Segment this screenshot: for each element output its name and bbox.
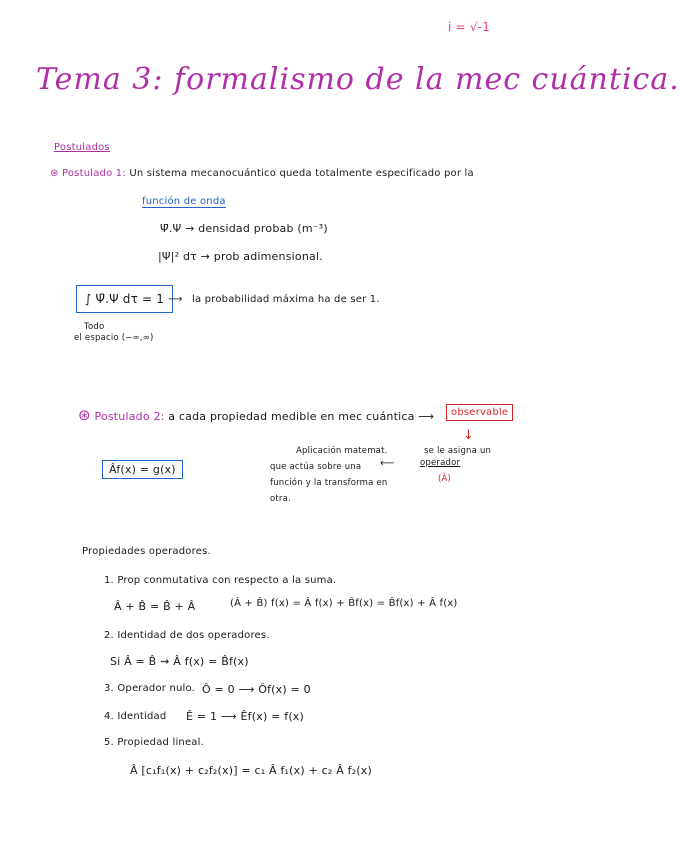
postulado-1-text: Un sistema mecanocuántico queda totalmente especificado por la (129, 168, 474, 179)
prop-3-title: 3. Operador nulo. (104, 683, 196, 694)
down-arrow-icon: ↓ (463, 428, 474, 443)
assign-note-2: operador (420, 458, 461, 468)
operator-desc-1: Aplicación matemat. (296, 446, 388, 456)
prop-4-eq: Ê = 1 ⟶ Êf(x) = f(x) (186, 710, 305, 723)
assign-note-3: (Â) (438, 474, 452, 484)
page-title: Tema 3: formalismo de la mec cuántica. (36, 62, 680, 97)
postulado-2-marker-icon: ⊛ (78, 406, 91, 424)
prop-2-eq: Si Â = B̂ ⇝ Â f(x) = B̂f(x) (110, 655, 249, 668)
operator-desc-3: función y la transforma en (270, 478, 388, 488)
postulado-1-label: Postulado 1: (61, 168, 126, 179)
postulado-2-text: a cada propiedad medible en mec cuántica (168, 410, 415, 423)
left-arrow-icon: ⟵ (380, 458, 395, 469)
prop-3-eq: Ô = 0 ⟶ Ôf(x) = 0 (202, 683, 311, 696)
observable-label: observable (451, 407, 509, 418)
prop-1-eq2: (Â + B̂) f(x) = Â f(x) + B̂f(x) = B̂f(x) + Â f(x) (230, 598, 458, 609)
prop-5-eq: Â [c₁f₁(x) + c₂f₂(x)] = c₁ Â f₁(x) + c₂ Â f₂(x) (130, 764, 373, 777)
prop-1-title: 1. Prop conmutativa con respecto a la suma. (104, 575, 337, 586)
postulado-2-line (78, 406, 434, 424)
normalization-note: la probabilidad máxima ha de ser 1. (192, 294, 380, 305)
imaginary-unit-note: i = √-1 (448, 20, 491, 34)
probability-line: |Ψ|² dτ → prob adimensional. (158, 250, 323, 263)
space-note-2: el espacio (−∞,∞) (74, 333, 154, 343)
postulado-2-arrow: ⟶ (418, 410, 435, 423)
normalization-equation: ∫ Ψ̄.Ψ dτ = 1 (85, 292, 165, 306)
observable-box (446, 404, 513, 421)
prop-4-title: 4. Identidad (104, 711, 167, 722)
funcion-de-onda-keyword: función de onda (142, 196, 226, 207)
postulado-1-marker-icon: ⊛ (50, 168, 59, 179)
operator-desc-4: otra. (270, 494, 291, 504)
postulado-2-label: Postulado 2: (94, 410, 165, 423)
operator-desc-2: que actúa sobre una (270, 462, 362, 472)
propiedades-heading: Propiedades operadores. (82, 546, 211, 557)
normalization-box (76, 285, 173, 313)
postulados-heading: Postulados (54, 142, 110, 153)
operator-equation: Âf(x) = g(x) (109, 463, 176, 476)
assign-note-1: se le asigna un (424, 446, 492, 456)
space-note-1: Todo (84, 322, 105, 332)
operator-box (102, 460, 183, 479)
prop-1-eq: Â + B̂ = B̂ + Â (114, 600, 196, 613)
prop-5-title: 5. Propiedad lineal. (104, 737, 204, 748)
postulado-1-line (50, 168, 474, 179)
prop-2-title: 2. Identidad de dos operadores. (104, 630, 270, 641)
normalization-arrow: ⟶ (168, 294, 183, 305)
density-line: Ψ̄.Ψ → densidad probab (m⁻³) (160, 222, 328, 235)
